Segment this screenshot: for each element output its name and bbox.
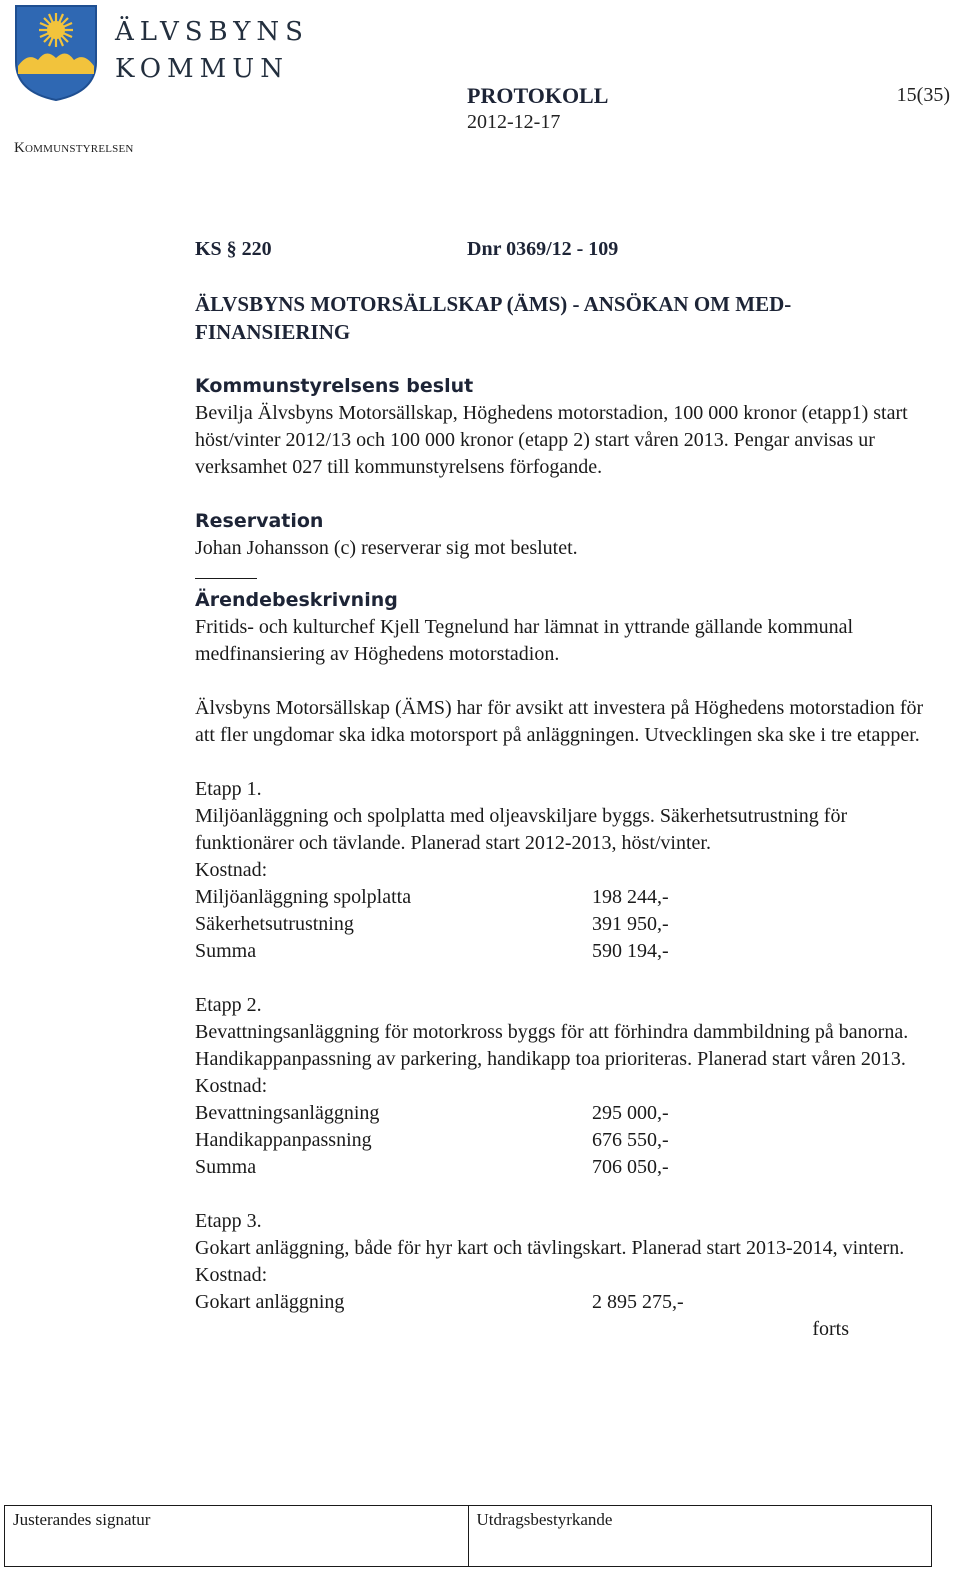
municipality-name-line1: ÄLVSBYNS	[115, 17, 309, 47]
stage-title: Etapp 3.	[195, 1210, 262, 1232]
cost-item-name: Gokart anläggning	[195, 1291, 345, 1313]
cost-item-name: Summa	[195, 1156, 257, 1178]
reservation-heading: Reservation	[195, 510, 324, 532]
case-number: KS § 220	[195, 238, 272, 260]
signature-footer	[4, 1505, 932, 1567]
section-divider	[195, 578, 257, 579]
cost-label: Kostnad:	[195, 1264, 268, 1286]
department-name: Kommunstyrelsen	[14, 140, 134, 156]
cost-row	[195, 1127, 925, 1154]
cost-row	[195, 1100, 925, 1127]
cost-item-amount: 295 000,-	[592, 1102, 669, 1124]
cost-item-amount: 706 050,-	[592, 1156, 669, 1178]
stage-3	[195, 1208, 925, 1316]
cost-item-name: Säkerhetsutrustning	[195, 913, 354, 935]
cost-row	[195, 938, 925, 965]
stage-text-2: Handikappanpassning av parkering, handikapp toa prioriteras. Planerad start våren 2013.	[195, 1048, 906, 1070]
cost-item-name: Summa	[195, 940, 257, 962]
cost-item-amount: 2 895 275,-	[592, 1291, 684, 1313]
description-paragraph-2: Älvsbyns Motorsällskap (ÄMS) har för avsikt att investera på Höghedens motorstadion för att fler ungdomar ska idka motorsport på anläggningen. Utvecklingen ska ske i tre etapper.	[195, 697, 924, 746]
certification-label: Utdragsbestyrkande	[476, 1510, 613, 1529]
cost-item-name: Handikappanpassning	[195, 1129, 372, 1151]
stage-text: Bevattningsanläggning för motorkross byggs för att förhindra dammbildning på banorna.	[195, 1021, 909, 1043]
decision-text: Bevilja Älvsbyns Motorsällskap, Höghedens motorstadion, 100 000 kronor (etapp1) start höst/vinter 2012/13 och 100 000 kronor (etapp 2) start våren 2013. Pengar anvisas ur verksamhet 027 till kommunstyrelsens förfogande.	[195, 402, 908, 478]
signature-label: Justerandes signatur	[13, 1510, 151, 1529]
cost-row	[195, 911, 925, 938]
cost-label: Kostnad:	[195, 1075, 268, 1097]
description-heading: Ärendebeskrivning	[195, 589, 398, 611]
certification-cell	[468, 1506, 932, 1566]
cost-item-name: Miljöanläggning spolplatta	[195, 886, 412, 908]
case-title: ÄLVSBYNS MOTORSÄLLSKAP (ÄMS) - ANSÖKAN OM MED-FINANSIERING	[195, 292, 792, 344]
page-number: 15(35)	[896, 84, 950, 106]
stage-title: Etapp 2.	[195, 994, 262, 1016]
cost-item-amount: 198 244,-	[592, 886, 669, 908]
reservation-text: Johan Johansson (c) reserverar sig mot beslutet.	[195, 537, 578, 559]
cost-item-amount: 676 550,-	[592, 1129, 669, 1151]
diary-number: Dnr 0369/12 - 109	[467, 238, 619, 260]
municipality-name-line2: KOMMUN	[115, 54, 289, 84]
stage-text: Miljöanläggning och spolplatta med oljeavskiljare byggs. Säkerhetsutrustning för funktionärer och tävlande. Planerad start 2012-2013, höst/vinter.	[195, 805, 848, 854]
cost-label: Kostnad:	[195, 859, 268, 881]
stage-title: Etapp 1.	[195, 778, 262, 800]
document-type: PROTOKOLL	[467, 83, 609, 108]
stage-2	[195, 992, 925, 1181]
continued-note: forts	[812, 1318, 849, 1340]
document-date: 2012-12-17	[467, 111, 561, 133]
stage-1	[195, 776, 925, 965]
municipality-coat-of-arms	[14, 4, 98, 102]
cost-item-amount: 391 950,-	[592, 913, 669, 935]
decision-heading: Kommunstyrelsens beslut	[195, 375, 474, 397]
description-paragraph-1: Fritids- och kulturchef Kjell Tegnelund har lämnat in yttrande gällande kommunal medfinansiering av Höghedens motorstadion.	[195, 616, 854, 665]
case-reference-row	[195, 236, 925, 263]
signature-cell	[5, 1506, 468, 1566]
stage-text: Gokart anläggning, både för hyr kart och tävlingskart. Planerad start 2013-2014, vintern.	[195, 1237, 905, 1259]
cost-row	[195, 884, 925, 911]
municipality-name	[115, 14, 309, 88]
document-body	[195, 236, 925, 1343]
cost-item-amount: 590 194,-	[592, 940, 669, 962]
cost-row	[195, 1154, 925, 1181]
cost-item-name: Bevattningsanläggning	[195, 1102, 380, 1124]
cost-row	[195, 1289, 925, 1316]
